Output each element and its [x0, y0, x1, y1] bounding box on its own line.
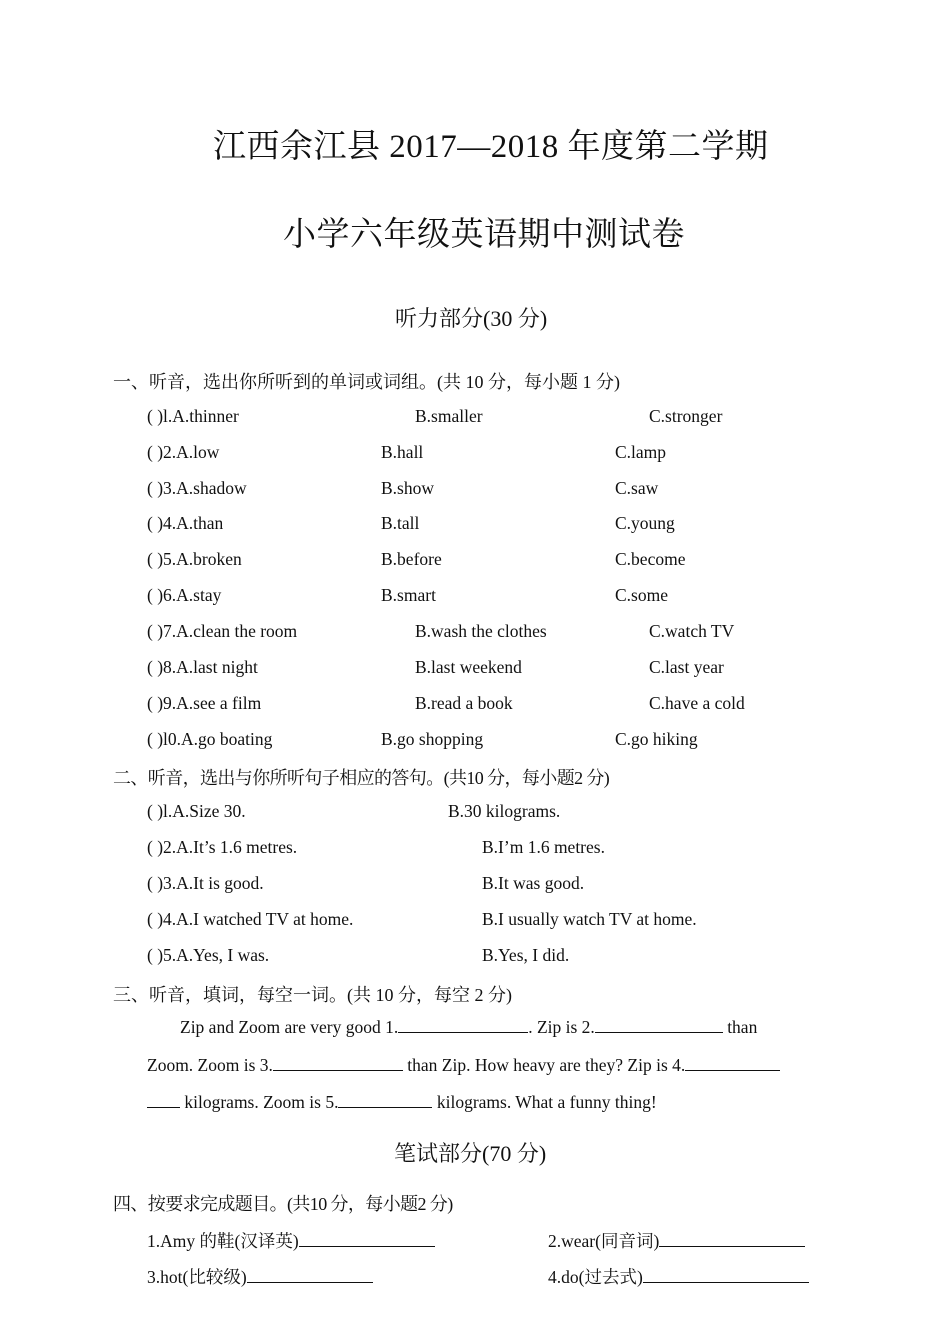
part2-item-1-a: ( )l.A.Size 30. — [147, 801, 246, 821]
part4-heading: 四、按要求完成题目。(共10 分，每小题2 分) — [113, 1194, 453, 1214]
answer-blank[interactable] — [659, 1245, 805, 1247]
part1-item-10-b: B.go shopping — [381, 729, 484, 749]
part1-item-5-c: C.become — [615, 549, 686, 569]
answer-blank-2[interactable] — [595, 1031, 723, 1033]
part1-item-6-c: C.some — [615, 585, 668, 605]
part1-item-4-b: B.tall — [381, 513, 420, 533]
part1-item-8-a: ( )8.A.last night — [147, 657, 258, 677]
part2-item-4-b: B.I usually watch TV at home. — [482, 909, 697, 929]
part1-item-6-a: ( )6.A.stay — [147, 585, 222, 605]
part2-item-3-a: ( )3.A.It is good. — [147, 873, 264, 893]
part4-item-label: 1.Amy 的鞋(汉译英) — [147, 1231, 299, 1251]
part1-item-5-a: ( )5.A.broken — [147, 549, 242, 569]
part1-item-7-b: B.wash the clothes — [415, 621, 547, 641]
part1-item-1-b: B.smaller — [415, 406, 483, 426]
part1-item-6-b: B.smart — [381, 585, 436, 605]
part4-item-1 — [147, 1228, 435, 1253]
part1-item-4-c: C.young — [615, 513, 675, 533]
part1-item-2-b: B.hall — [381, 442, 424, 462]
part4-item-label: 3.hot(比较级) — [147, 1267, 247, 1287]
part2-item-5-b: B.Yes, I did. — [482, 945, 570, 965]
part2-item-2-a: ( )2.A.It’s 1.6 metres. — [147, 837, 298, 857]
part1-item-1-a: ( )l.A.thinner — [147, 406, 239, 426]
part2-heading: 二、听音，选出与你所听句子相应的答句。(共10 分，每小题2 分) — [113, 768, 610, 788]
answer-blank-3[interactable] — [273, 1069, 403, 1071]
part3-line-1 — [180, 1017, 757, 1038]
part3-text: kilograms. What a funny thing! — [432, 1092, 657, 1112]
answer-blank-4-cont[interactable] — [147, 1106, 180, 1108]
part3-text: . Zip is 2. — [528, 1017, 595, 1037]
part2-item-5-a: ( )5.A.Yes, I was. — [147, 945, 270, 965]
part4-item-3 — [147, 1264, 373, 1289]
part3-text: Zip and Zoom are very good 1. — [180, 1017, 399, 1037]
part1-item-8-b: B.last weekend — [415, 657, 522, 677]
part1-item-3-a: ( )3.A.shadow — [147, 478, 247, 498]
part1-item-9-a: ( )9.A.see a film — [147, 693, 262, 713]
part3-text: Zoom. Zoom is 3. — [147, 1055, 273, 1075]
part1-item-3-c: C.saw — [615, 478, 659, 498]
part1-item-5-b: B.before — [381, 549, 442, 569]
part1-item-4-a: ( )4.A.than — [147, 513, 224, 533]
answer-blank[interactable] — [247, 1281, 373, 1283]
part1-item-2-a: ( )2.A.low — [147, 442, 220, 462]
part3-line-2 — [147, 1055, 780, 1076]
part1-item-3-b: B.show — [381, 478, 434, 498]
part4-item-label: 4.do(过去式) — [548, 1267, 643, 1287]
part1-heading: 一、听音，选出你所听到的单词或词组。(共 10 分，每小题 1 分) — [113, 372, 620, 392]
part1-item-7-c: C.watch TV — [649, 621, 735, 641]
part1-item-8-c: C.last year — [649, 657, 724, 677]
part1-item-2-c: C.lamp — [615, 442, 667, 462]
part1-item-10-a: ( )l0.A.go boating — [147, 729, 273, 749]
part3-heading: 三、听音，填词，每空一词。(共 10 分，每空 2 分) — [113, 985, 512, 1005]
part1-item-10-c: C.go hiking — [615, 729, 698, 749]
part3-text: than Zip. How heavy are they? Zip is 4. — [402, 1055, 686, 1075]
part2-item-2-b: B.I’m 1.6 metres. — [482, 837, 605, 857]
part2-item-1-b: B.30 kilograms. — [448, 801, 561, 821]
answer-blank[interactable] — [643, 1281, 809, 1283]
part2-item-3-b: B.It was good. — [482, 873, 585, 893]
part3-text: than — [722, 1017, 758, 1037]
part3-line-3 — [147, 1092, 657, 1113]
part1-item-7-a: ( )7.A.clean the room — [147, 621, 298, 641]
title-line-1: 江西余江县 2017—2018 年度第二学期 — [213, 129, 769, 165]
listening-section-heading: 听力部分(30 分) — [395, 306, 548, 331]
part4-item-2 — [548, 1228, 805, 1253]
part3-text: kilograms. Zoom is 5. — [180, 1092, 339, 1112]
part2-item-4-a: ( )4.A.I watched TV at home. — [147, 909, 354, 929]
answer-blank-5[interactable] — [338, 1106, 432, 1108]
answer-blank[interactable] — [299, 1245, 435, 1247]
part1-item-9-b: B.read a book — [415, 693, 513, 713]
part4-item-label: 2.wear(同音词) — [548, 1231, 660, 1251]
writing-section-heading: 笔试部分(70 分) — [394, 1141, 547, 1166]
part1-item-1-c: C.stronger — [649, 406, 723, 426]
part4-item-4 — [548, 1264, 809, 1289]
answer-blank-1[interactable] — [398, 1031, 528, 1033]
title-line-2: 小学六年级英语期中测试卷 — [283, 217, 685, 253]
part1-item-9-c: C.have a cold — [649, 693, 745, 713]
answer-blank-4[interactable] — [685, 1069, 780, 1071]
